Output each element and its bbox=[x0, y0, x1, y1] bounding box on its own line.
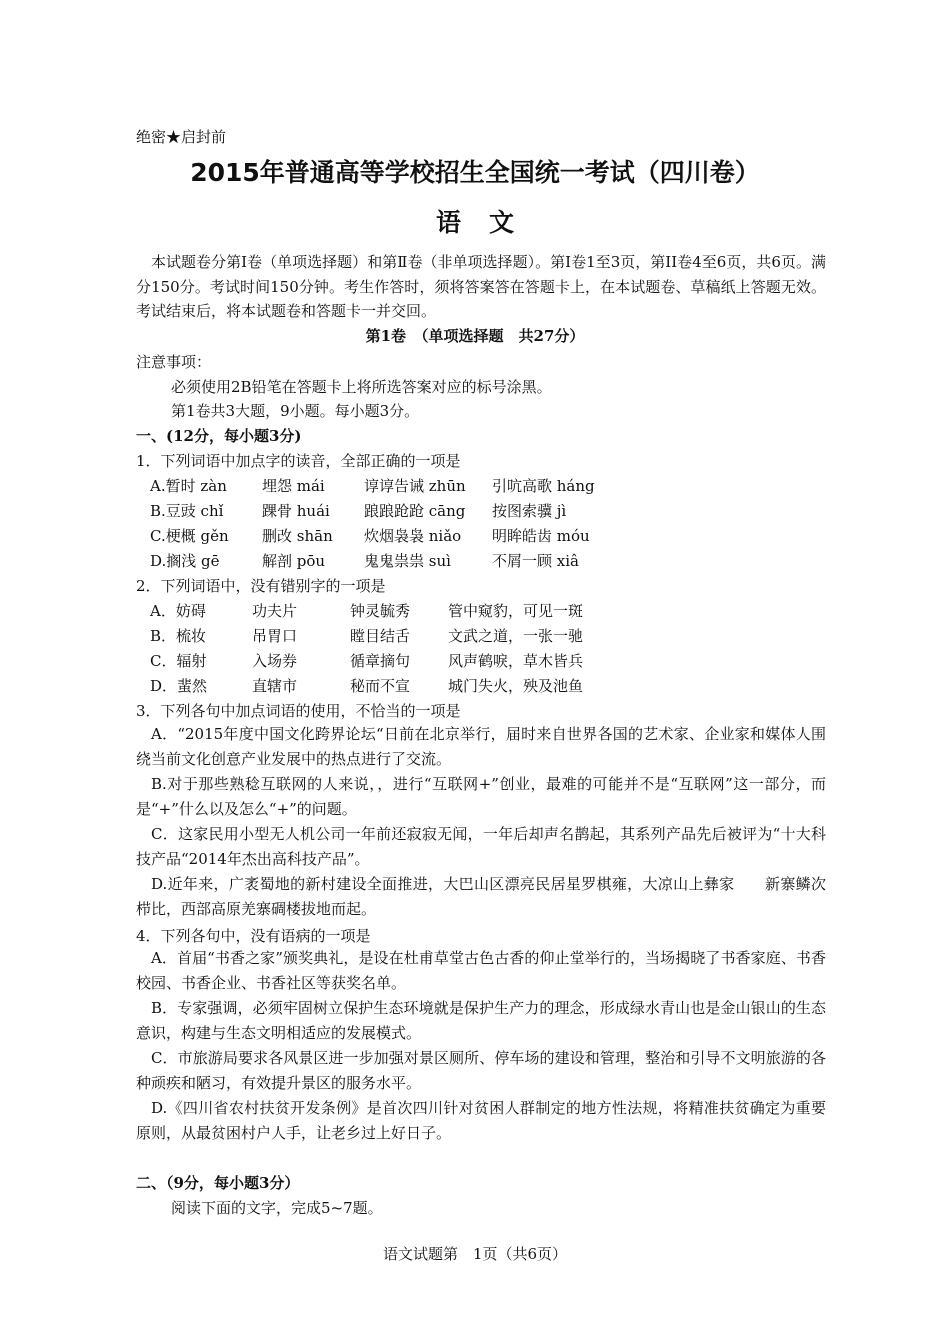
q2-option-a bbox=[150, 600, 583, 622]
option-cell: 引吭高歌 háng bbox=[492, 477, 595, 495]
option-cell: 解剖 pōu bbox=[262, 552, 326, 570]
subject-title: 语文 bbox=[435, 208, 542, 237]
option-cell: B．梳妆 bbox=[150, 627, 207, 645]
notice-label: 注意事项： bbox=[136, 353, 212, 371]
option-cell: 踉踉跄跄 cāng bbox=[364, 502, 466, 520]
q1-stem: 1．下列词语中加点字的读音，全部正确的一项是 bbox=[136, 452, 461, 470]
option-cell: 埋怨 mái bbox=[262, 477, 325, 495]
option-cell: 城门失火，殃及池鱼 bbox=[448, 677, 584, 695]
q1-option-b bbox=[150, 500, 566, 522]
option-cell: 删改 shān bbox=[262, 527, 333, 545]
option-cell: 直辖市 bbox=[252, 677, 298, 695]
q3-stem: 3．下列各句中加点词语的使用，不恰当的一项是 bbox=[136, 702, 461, 720]
confidential-label: 绝密★启封前 bbox=[136, 128, 227, 146]
q2-stem: 2．下列词语中，没有错别字的一项是 bbox=[136, 577, 386, 595]
option-cell: 鬼鬼祟祟 suì bbox=[364, 552, 451, 570]
option-cell: 管中窥豹，可见一斑 bbox=[448, 602, 584, 620]
option-cell: 炊烟袅袅 niǎo bbox=[364, 527, 462, 545]
q1-option-a bbox=[150, 475, 595, 497]
option-cell: 谆谆告诫 zhūn bbox=[364, 477, 466, 495]
option-cell: A.暂时 zàn bbox=[150, 477, 227, 495]
q4-option-d: D.《四川省农村扶贫开发条例》是首次四川针对贫困人群制定的地方性法规，将精准扶贫确定为重要原则，从最贫困村户人手，让老乡过上好日子。 bbox=[136, 1099, 826, 1142]
option-cell: 钟灵毓秀 bbox=[350, 602, 411, 620]
intro-paragraph: 本试题卷分第Ⅰ卷（单项选择题）和第Ⅱ卷（非单项选择题）。第Ⅰ卷1至3页，第II卷4至6页，共6页。满分150分。考试时间150分钟。考生作答时，须将答案答在答题卡上，在本试题卷、草稿纸上答题无效。考试结束后，将本试题卷和答题卡一并交回。 bbox=[136, 253, 826, 320]
option-cell: 踝骨 huái bbox=[262, 502, 330, 520]
option-cell: 功夫片 bbox=[252, 602, 298, 620]
part1-heading: 第1卷 （单项选择题 共27分） bbox=[365, 327, 585, 345]
option-cell: C.梗概 gěn bbox=[150, 527, 229, 545]
q2-option-b bbox=[150, 625, 583, 647]
notice-item-1: 必须使用2B铅笔在答题卡上将所选答案对应的标号涂黑。 bbox=[171, 378, 552, 396]
q3-option-d: D.近年来，广袤蜀地的新村建设全面推进，大巴山区漂亮民居星罗棋雍，大凉山上彝家 新寨鳞次栉比，西部高原羌寨碉楼拔地而起。 bbox=[136, 875, 826, 918]
notice-item-2: 第1卷共3大题，9小题。每小题3分。 bbox=[171, 402, 420, 420]
option-cell: D．蜚然 bbox=[150, 677, 208, 695]
q4-stem: 4．下列各句中，没有语病的一项是 bbox=[136, 927, 371, 945]
q2-option-d bbox=[150, 675, 583, 697]
q4-option-b: B．专家强调，必须牢固树立保护生态环境就是保护生产力的理念，形成绿水青山也是金山银山的生态意识，构建与生态文明相适应的发展模式。 bbox=[136, 999, 826, 1042]
section2-instruction: 阅读下面的文字，完成5~7题。 bbox=[171, 1199, 383, 1217]
q1-option-c bbox=[150, 525, 590, 547]
option-cell: 明眸皓齿 móu bbox=[492, 527, 590, 545]
option-cell: 吊胃口 bbox=[252, 627, 298, 645]
option-cell: 风声鹤唳，草木皆兵 bbox=[448, 652, 584, 670]
q4-option-a: A．首届“书香之家”颁奖典礼，是设在杜甫草堂古色古香的仰止堂举行的，当场揭晓了书香家庭、书香校园、书香企业、书香社区等获奖名单。 bbox=[136, 949, 826, 992]
option-cell: 入场券 bbox=[252, 652, 298, 670]
option-cell: B.豆豉 chǐ bbox=[150, 502, 224, 520]
option-cell: 不屑一顾 xiâ bbox=[492, 552, 579, 570]
section1-heading: 一、(12分，每小题3分) bbox=[136, 427, 302, 445]
q4-option-c: C．市旅游局要求各风景区进一步加强对景区厕所、停车场的建设和管理，整治和引导不文明旅游的各种顽疾和陋习，有效提升景区的服务水平。 bbox=[136, 1049, 826, 1092]
option-cell: 循章摘句 bbox=[350, 652, 411, 670]
q2-option-c bbox=[150, 650, 583, 672]
option-cell: 秘而不宣 bbox=[350, 677, 411, 695]
option-cell: C．辐射 bbox=[150, 652, 207, 670]
q3-option-b: B.对于那些熟稔互联网的人来说，，进行“互联网+”创业，最难的可能并不是“互联网”这一部分，而是“+”什么以及怎么“+”的问题。 bbox=[136, 775, 826, 818]
option-cell: 文武之道，一张一驰 bbox=[448, 627, 584, 645]
option-cell: A．妨碍 bbox=[150, 602, 206, 620]
page-footer: 语文试题第 1页（共6页） bbox=[382, 1245, 568, 1263]
q1-option-d bbox=[150, 550, 579, 572]
exam-title: 2015年普通高等学校招生全国统一考试（四川卷） bbox=[190, 158, 760, 187]
option-cell: 瞠目结舌 bbox=[350, 627, 411, 645]
q3-option-c: C．这家民用小型无人机公司一年前还寂寂无闻，一年后却声名鹊起，其系列产品先后被评为“十大科技产品“2014年杰出高科技产品”。 bbox=[136, 825, 826, 868]
option-cell: D.搁浅 gē bbox=[150, 552, 220, 570]
section2-heading: 二、（9分，每小题3分） bbox=[136, 1174, 300, 1192]
q3-option-a: A．“2015年度中国文化跨界论坛“日前在北京举行，届时来自世界各国的艺术家、企业家和媒体人围绕当前文化创意产业发展中的热点进行了交流。 bbox=[136, 725, 826, 768]
option-cell: 按图索骥 jì bbox=[492, 502, 567, 520]
